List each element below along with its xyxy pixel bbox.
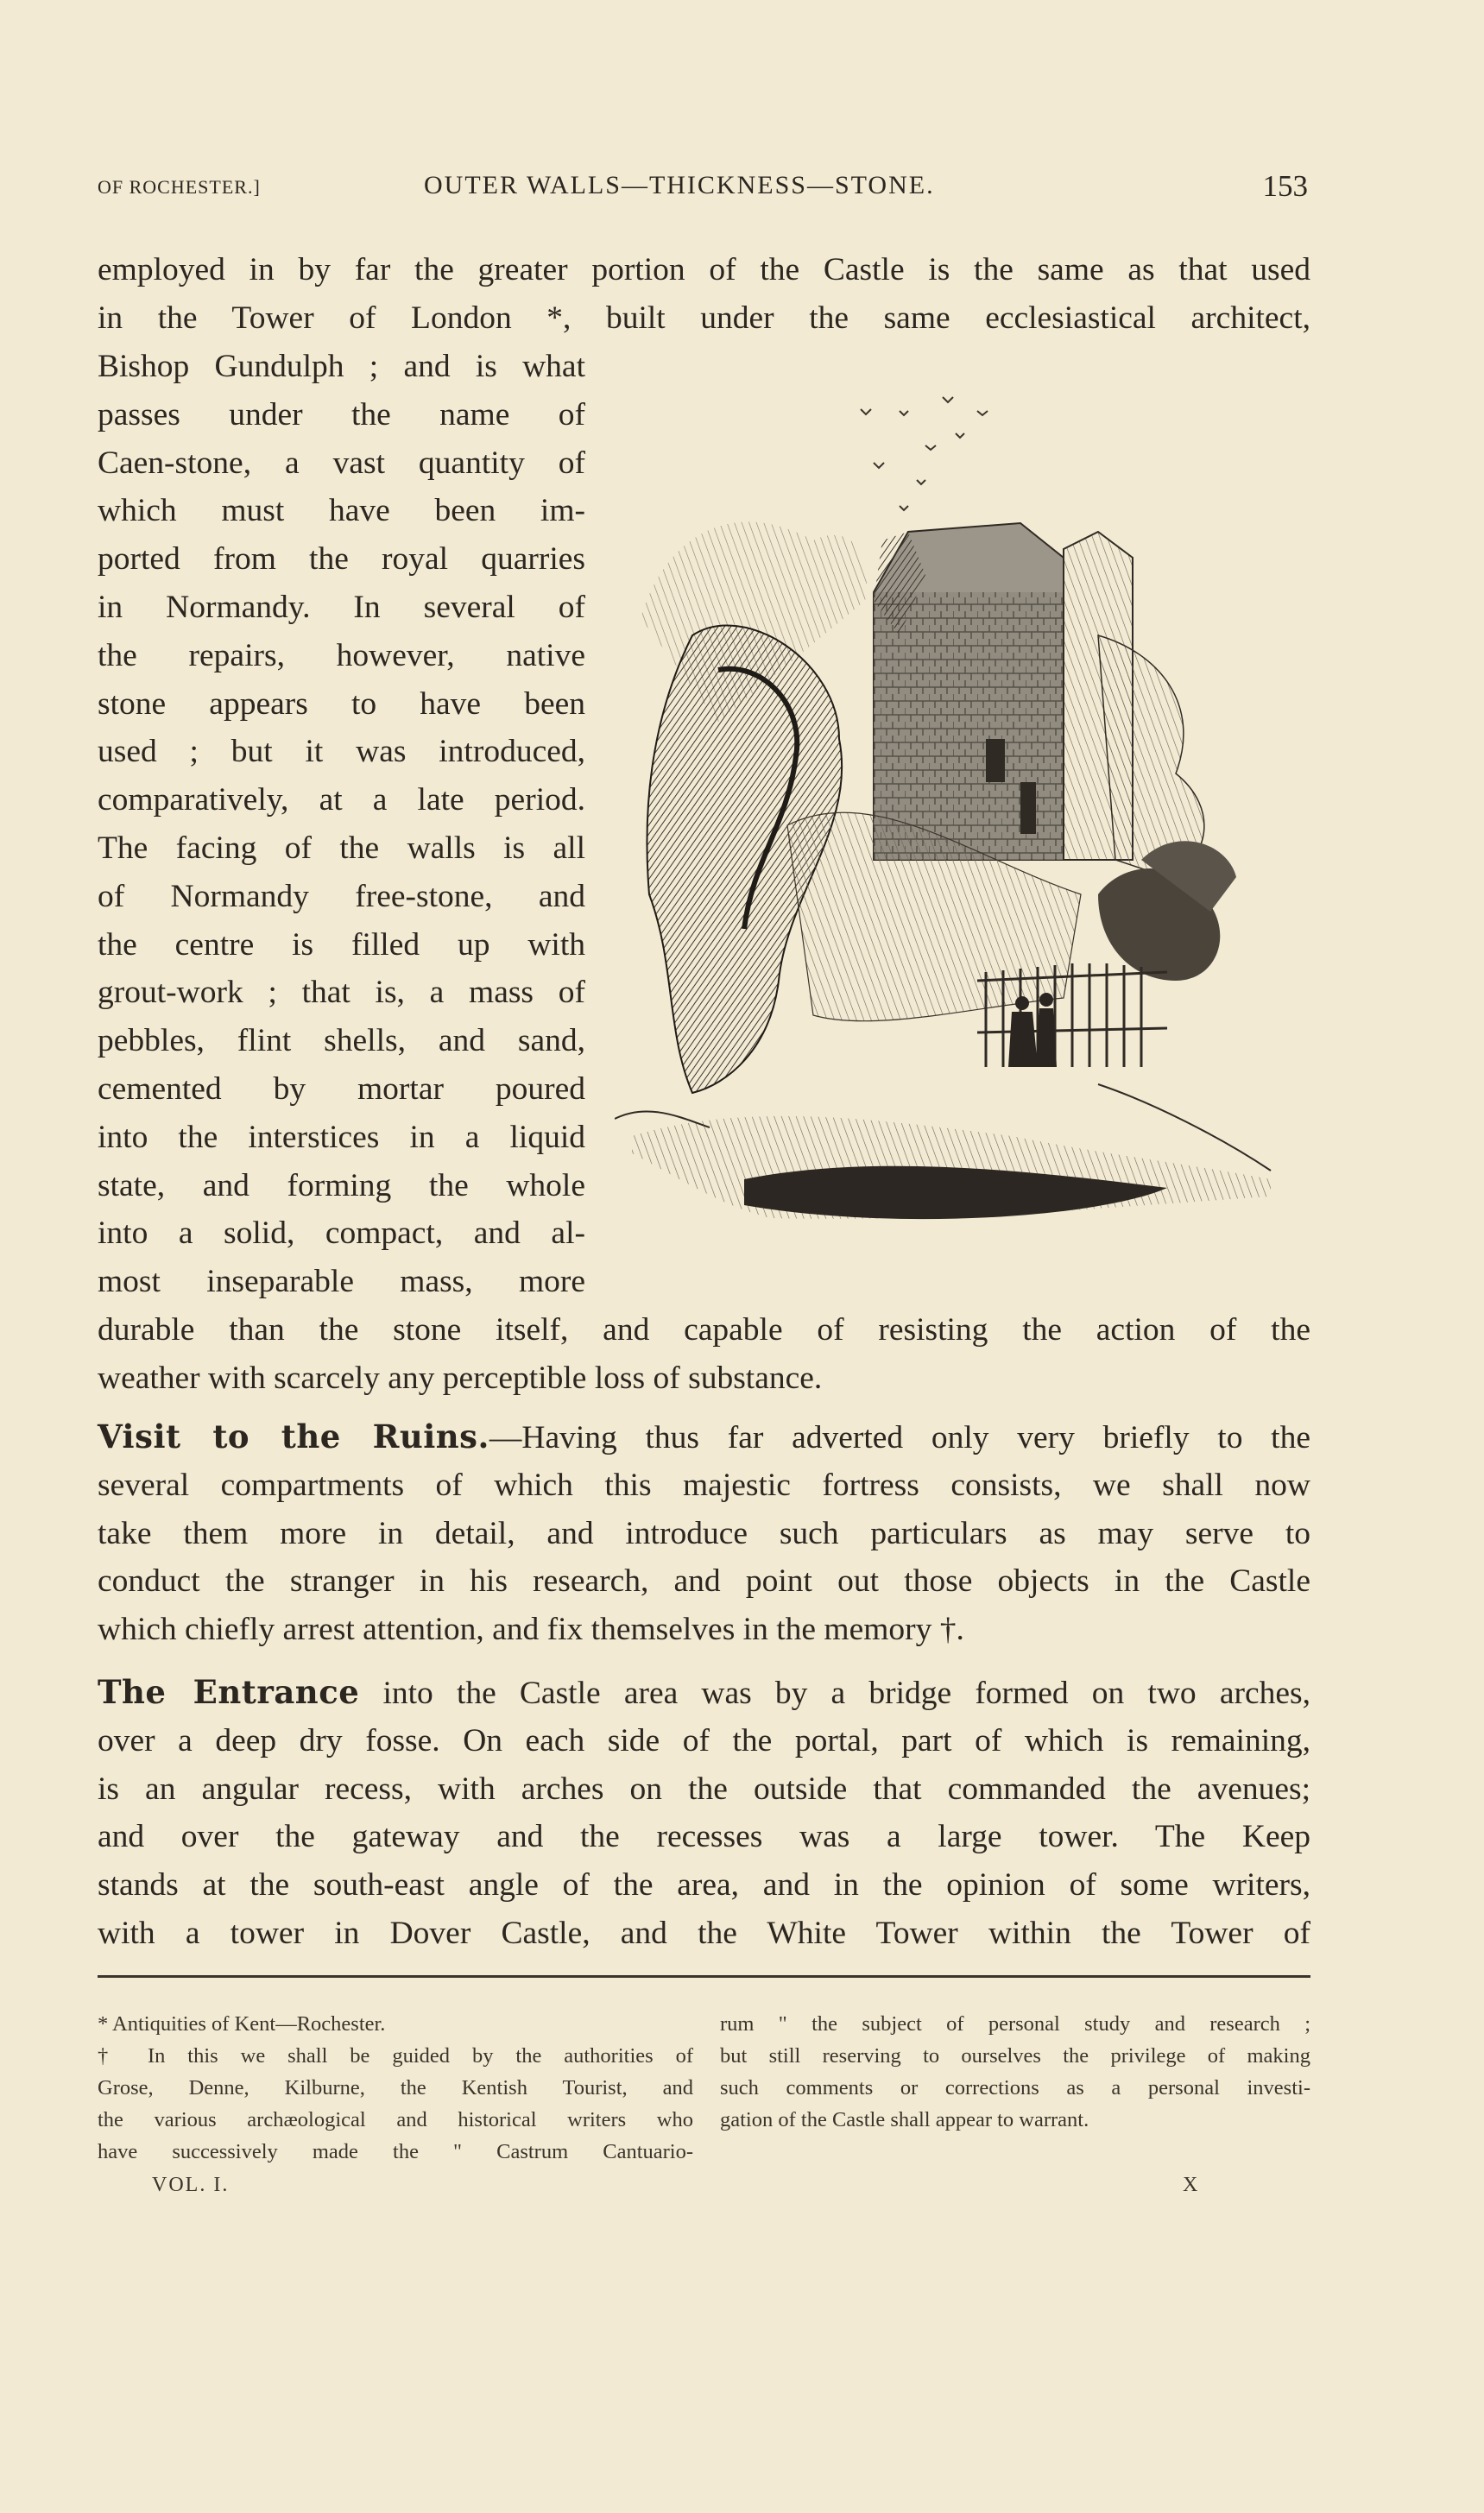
section-heading-entrance: The Entrance: [98, 1673, 360, 1711]
footnote-rule: [98, 1975, 1310, 1978]
text-line: weather with scarcely any perceptible loss of substance.: [98, 1360, 823, 1396]
paragraph-1-narrow-column: [98, 343, 585, 1306]
castle-ruins-engraving: [615, 376, 1288, 1257]
text-line: Bishop Gundulph ; and is what: [98, 349, 585, 384]
text-line: take them more in detail, and introduce such particulars as may serve to: [98, 1515, 1310, 1551]
text-line: the repairs, however, native: [98, 637, 585, 673]
text-line: pebbles, flint shells, and sand,: [98, 1023, 585, 1059]
text-line: most inseparable mass, more: [98, 1264, 585, 1300]
text-line: in Normandy. In several of: [98, 589, 585, 625]
text-line: into the interstices in a liquid: [98, 1119, 585, 1155]
text-line: the centre is filled up with: [98, 926, 585, 963]
text-line: comparatively, at a late period.: [98, 782, 585, 818]
text-line: [98, 1669, 1310, 1717]
text-line: ported from the royal quarries: [98, 541, 585, 578]
footnote-line: Grose, Denne, Kilburne, the Kentish Tourist, and: [98, 2076, 693, 2099]
footnotes-right-column: [720, 2008, 1310, 2136]
text-line: into a solid, compact, and al-: [98, 1215, 585, 1252]
text-line: grout-work ; that is, a mass of: [98, 975, 585, 1011]
text-line: [98, 1413, 1310, 1462]
footnote-line: rum " the subject of personal study and research ;: [720, 2012, 1310, 2036]
text-line: passes under the name of: [98, 396, 585, 433]
text-line: employed in by far the greater portion of the Castle is the same as that used: [98, 252, 1310, 287]
fence: [977, 963, 1167, 1067]
footnote-line: such comments or corrections as a personal investi-: [720, 2076, 1310, 2099]
page-number: 153: [1262, 169, 1308, 203]
paragraph-visit-to-ruins: [98, 1413, 1310, 1654]
text-line: several compartments of which this majestic fortress consists, we shall now: [98, 1467, 1310, 1503]
text-line: with a tower in Dover Castle, and the White Tower within the Tower of: [98, 1915, 1310, 1951]
footnote-line: † In this we shall be guided by the authorities of: [98, 2044, 693, 2068]
volume-signature: VOL. I.: [152, 2174, 230, 2196]
text-line: is an angular recess, with arches on the outside that commanded the avenues;: [98, 1771, 1310, 1807]
paragraph-entrance: [98, 1669, 1310, 1958]
paragraph-1-opening: [98, 246, 1310, 343]
text-line: state, and forming the whole: [98, 1167, 585, 1203]
running-head: [98, 171, 1306, 214]
footnotes-left-column: [98, 2008, 693, 2168]
text-line: in the Tower of London *, built under the same ecclesiastical architect,: [98, 300, 1310, 336]
text-line: cemented by mortar poured: [98, 1070, 585, 1107]
paragraph-1-closing: [98, 1306, 1310, 1403]
text-line: The facing of the walls is all: [98, 830, 585, 866]
running-head-left: OF ROCHESTER.]: [98, 176, 261, 198]
footnote-line: have successively made the " Castrum Cantuario-: [98, 2140, 693, 2163]
figures: [1008, 993, 1057, 1067]
birds: [861, 397, 988, 510]
text-line: stands at the south-east angle of the area, and in the opinion of some writers,: [98, 1867, 1310, 1904]
text-line: of Normandy free-stone, and: [98, 878, 585, 914]
text-line: conduct the stranger in his research, and point out those objects in the Castle: [98, 1563, 1310, 1600]
footnote-line: but still reserving to ourselves the privilege of making: [720, 2044, 1310, 2068]
text-line: which must have been im-: [98, 493, 585, 529]
heading-line-rest: into the Castle area was by a bridge formed on two arches,: [359, 1676, 1310, 1711]
gathering-signature: X: [1183, 2174, 1200, 2196]
heading-line-rest: —Having thus far adverted only very briefly to the: [489, 1420, 1310, 1455]
section-heading-visit: Visit to the Ruins.: [98, 1418, 489, 1455]
footnote-line: the various archæological and historical writers who: [98, 2108, 693, 2131]
footnote-line: gation of the Castle shall appear to warrant.: [720, 2108, 1089, 2131]
text-line: used ; but it was introduced,: [98, 734, 585, 770]
text-line: which chiefly arrest attention, and fix themselves in the memory †.: [98, 1612, 964, 1648]
text-line: stone appears to have been: [98, 685, 585, 722]
text-line: over a deep dry fosse. On each side of the portal, part of which is remaining,: [98, 1722, 1310, 1758]
text-line: durable than the stone itself, and capable of resisting the action of the: [98, 1312, 1310, 1348]
text-line: and over the gateway and the recesses was a large tower. The Keep: [98, 1819, 1310, 1855]
running-head-title: OUTER WALLS—THICKNESS—STONE.: [424, 171, 935, 199]
text-line: Caen-stone, a vast quantity of: [98, 445, 585, 481]
footnote-line: * Antiquities of Kent—Rochester.: [98, 2012, 386, 2036]
